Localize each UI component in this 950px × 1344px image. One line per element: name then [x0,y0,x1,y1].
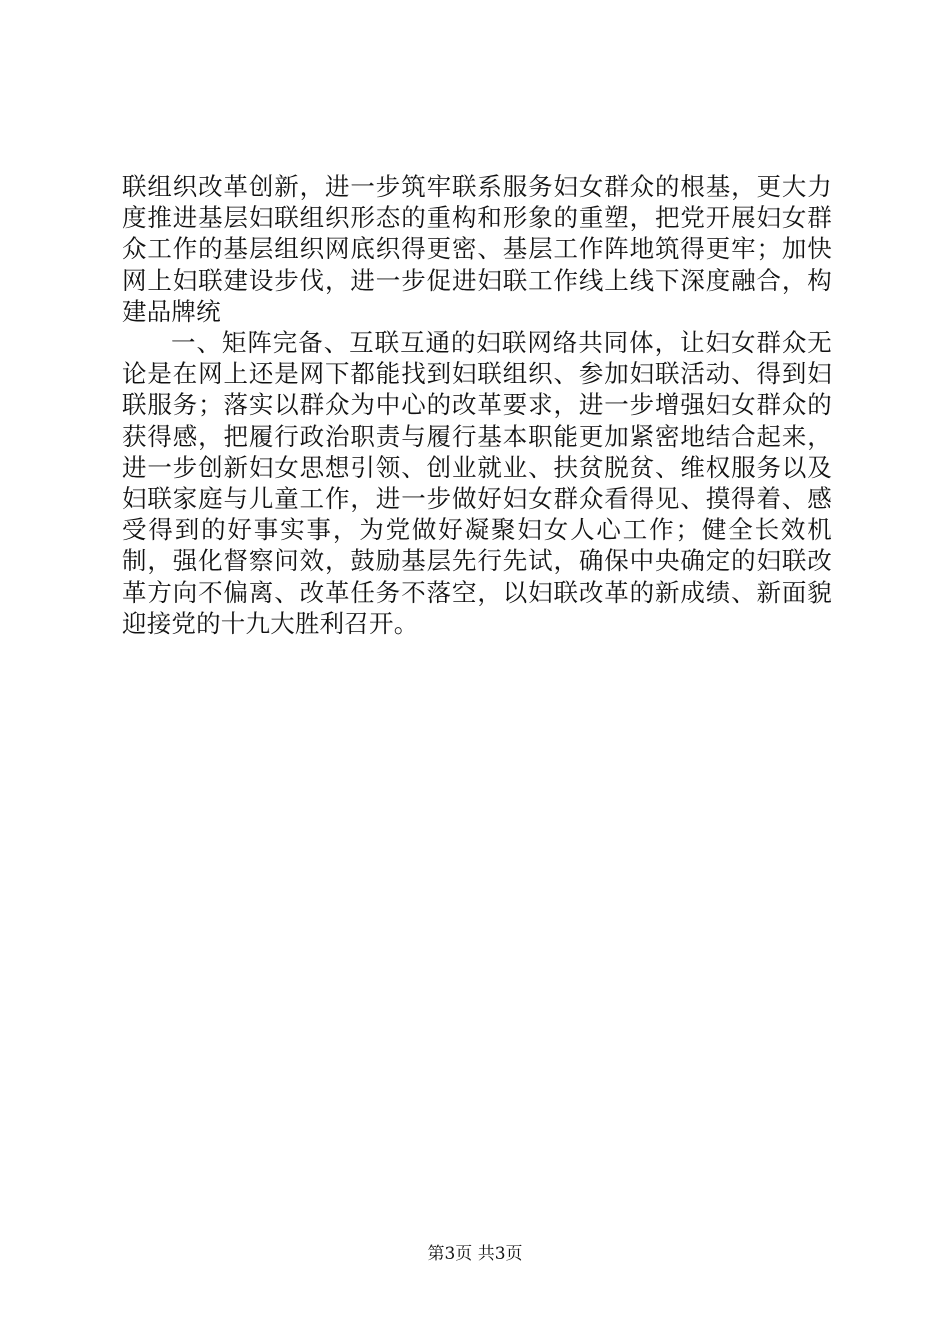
paragraph-2: 一、矩阵完备、互联互通的妇联网络共同体，让妇女群众无论是在网上还是网下都能找到妇联组织、参加妇联活动、得到妇联服务；落实以群众为中心的改革要求，进一步增强妇女群众的获得感，把履行政治职责与履行基本职能更加紧密地结合起来，进一步创新妇女思想引领、创业就业、扶贫脱贫、维权服务以及妇联家庭与儿童工作，进一步做好妇女群众看得见、摸得着、感受得到的好事实事，为党做好凝聚妇女人心工作；健全长效机制，强化督察问效，鼓励基层先行先试，确保中央确定的妇联改革方向不偏离、改革任务不落空，以妇联改革的新成绩、新面貌迎接党的十九大胜利召开。 [122,328,832,638]
document-body [122,171,832,639]
paragraph-1: 联组织改革创新，进一步筑牢联系服务妇女群众的根基，更大力度推进基层妇联组织形态的重构和形象的重塑，把党开展妇女群众工作的基层组织网底织得更密、基层工作阵地筑得更牢；加快网上妇联建设步伐，进一步促进妇联工作线上线下深度融合，构建品牌统 [122,172,832,326]
page-footer: 第3页 共3页 [427,1244,523,1264]
